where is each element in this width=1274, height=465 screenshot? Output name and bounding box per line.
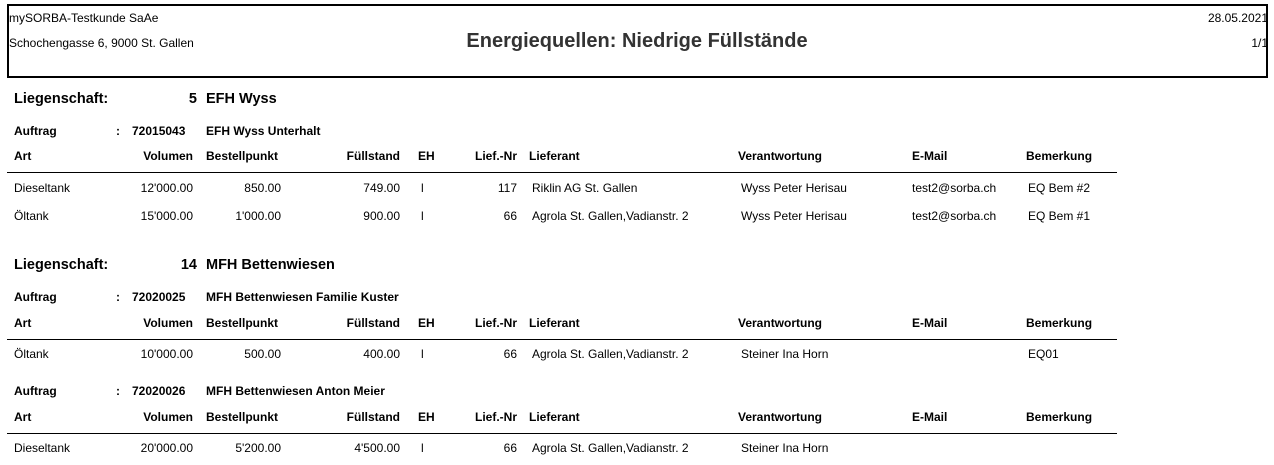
auftrag-label: Auftrag [14, 124, 57, 138]
col-bemerkung: Bemerkung [1026, 410, 1093, 424]
cell-bemerkung: EQ01 [1028, 347, 1059, 361]
report-date: 28.05.2021 [1207, 11, 1268, 25]
cell-volumen: 20'000.00 [140, 441, 193, 455]
cell-fuellstand: 900.00 [363, 209, 400, 223]
cell-email: test2@sorba.ch [912, 209, 997, 223]
auftrag-number: 72020025 [132, 290, 186, 304]
col-bemerkung: Bemerkung [1026, 149, 1093, 163]
cell-fuellstand: 4'500.00 [354, 441, 400, 455]
col-verantwortung: Verantwortung [738, 149, 823, 163]
cell-eh: l [421, 441, 424, 455]
cell-bemerkung: EQ Bem #1 [1028, 209, 1091, 223]
col-art: Art [14, 410, 32, 424]
auftrag-colon: : [116, 124, 120, 138]
auftrag-label: Auftrag [14, 384, 57, 398]
col-lieferant: Lieferant [529, 149, 580, 163]
liegenschaft-number: 5 [188, 91, 197, 107]
cell-eh: l [421, 209, 424, 223]
page-number: 1/1 [1251, 36, 1268, 50]
col-bemerkung: Bemerkung [1026, 316, 1093, 330]
cell-fuellstand: 400.00 [363, 347, 400, 361]
col-lief-nr: Lief.-Nr [475, 410, 517, 424]
col-lief-nr: Lief.-Nr [475, 316, 517, 330]
cell-volumen: 12'000.00 [140, 181, 193, 195]
cell-bestellpunkt: 5'200.00 [235, 441, 281, 455]
report-title: Energiequellen: Niedrige Füllstände [466, 30, 808, 52]
col-bestellpunkt: Bestellpunkt [206, 410, 279, 424]
cell-lief-nr: 66 [503, 209, 517, 223]
col-bestellpunkt: Bestellpunkt [206, 316, 279, 330]
auftrag-colon: : [116, 290, 120, 304]
col-eh: EH [418, 410, 435, 424]
col-bestellpunkt: Bestellpunkt [206, 149, 279, 163]
cell-verantwortung: Wyss Peter Herisau [741, 209, 847, 223]
cell-email: test2@sorba.ch [912, 181, 997, 195]
cell-lief-nr: 117 [497, 181, 517, 195]
header-divider [7, 339, 1117, 340]
liegenschaft-label: Liegenschaft: [14, 257, 109, 273]
auftrag-name: EFH Wyss Unterhalt [206, 124, 321, 138]
col-email: E-Mail [912, 149, 948, 163]
cell-volumen: 10'000.00 [140, 347, 193, 361]
col-verantwortung: Verantwortung [738, 410, 823, 424]
col-art: Art [14, 149, 32, 163]
company-name: mySORBA-Testkunde SaAe [9, 11, 159, 25]
header-divider [7, 172, 1117, 173]
col-lieferant: Lieferant [529, 410, 580, 424]
col-email: E-Mail [912, 410, 948, 424]
company-address: Schochengasse 6, 9000 St. Gallen [9, 36, 194, 50]
col-eh: EH [418, 316, 435, 330]
cell-volumen: 15'000.00 [140, 209, 193, 223]
cell-art: Dieseltank [14, 441, 71, 455]
auftrag-name: MFH Bettenwiesen Familie Kuster [206, 290, 399, 304]
cell-lieferant: Agrola St. Gallen,Vadianstr. 2 [532, 209, 689, 223]
col-volumen: Volumen [143, 316, 193, 330]
cell-lieferant: Agrola St. Gallen,Vadianstr. 2 [532, 347, 689, 361]
cell-verantwortung: Wyss Peter Herisau [741, 181, 847, 195]
cell-bestellpunkt: 1'000.00 [235, 209, 281, 223]
col-volumen: Volumen [143, 149, 193, 163]
cell-fuellstand: 749.00 [363, 181, 400, 195]
col-lieferant: Lieferant [529, 316, 580, 330]
header-divider [7, 433, 1117, 434]
col-lief-nr: Lief.-Nr [475, 149, 517, 163]
cell-eh: l [421, 347, 424, 361]
auftrag-number: 72015043 [132, 124, 186, 138]
auftrag-name: MFH Bettenwiesen Anton Meier [206, 384, 385, 398]
auftrag-colon: : [116, 384, 120, 398]
col-volumen: Volumen [143, 410, 193, 424]
cell-verantwortung: Steiner Ina Horn [741, 441, 829, 455]
auftrag-number: 72020026 [132, 384, 186, 398]
col-verantwortung: Verantwortung [738, 316, 823, 330]
cell-bestellpunkt: 850.00 [244, 181, 281, 195]
cell-lieferant: Agrola St. Gallen,Vadianstr. 2 [532, 441, 689, 455]
cell-art: Öltank [14, 209, 49, 223]
cell-lieferant: Riklin AG St. Gallen [532, 181, 638, 195]
col-eh: EH [418, 149, 435, 163]
cell-art: Öltank [14, 347, 49, 361]
cell-bestellpunkt: 500.00 [244, 347, 281, 361]
col-fuellstand: Füllstand [346, 316, 400, 330]
cell-lief-nr: 66 [503, 347, 517, 361]
cell-verantwortung: Steiner Ina Horn [741, 347, 829, 361]
cell-eh: l [421, 181, 424, 195]
col-art: Art [14, 316, 32, 330]
liegenschaft-name: EFH Wyss [206, 91, 277, 107]
col-fuellstand: Füllstand [346, 410, 400, 424]
liegenschaft-label: Liegenschaft: [14, 91, 109, 107]
col-fuellstand: Füllstand [346, 149, 400, 163]
cell-bemerkung: EQ Bem #2 [1028, 181, 1091, 195]
liegenschaft-number: 14 [180, 257, 197, 273]
col-email: E-Mail [912, 316, 948, 330]
cell-art: Dieseltank [14, 181, 71, 195]
cell-lief-nr: 66 [503, 441, 517, 455]
auftrag-label: Auftrag [14, 290, 57, 304]
liegenschaft-name: MFH Bettenwiesen [206, 257, 335, 273]
